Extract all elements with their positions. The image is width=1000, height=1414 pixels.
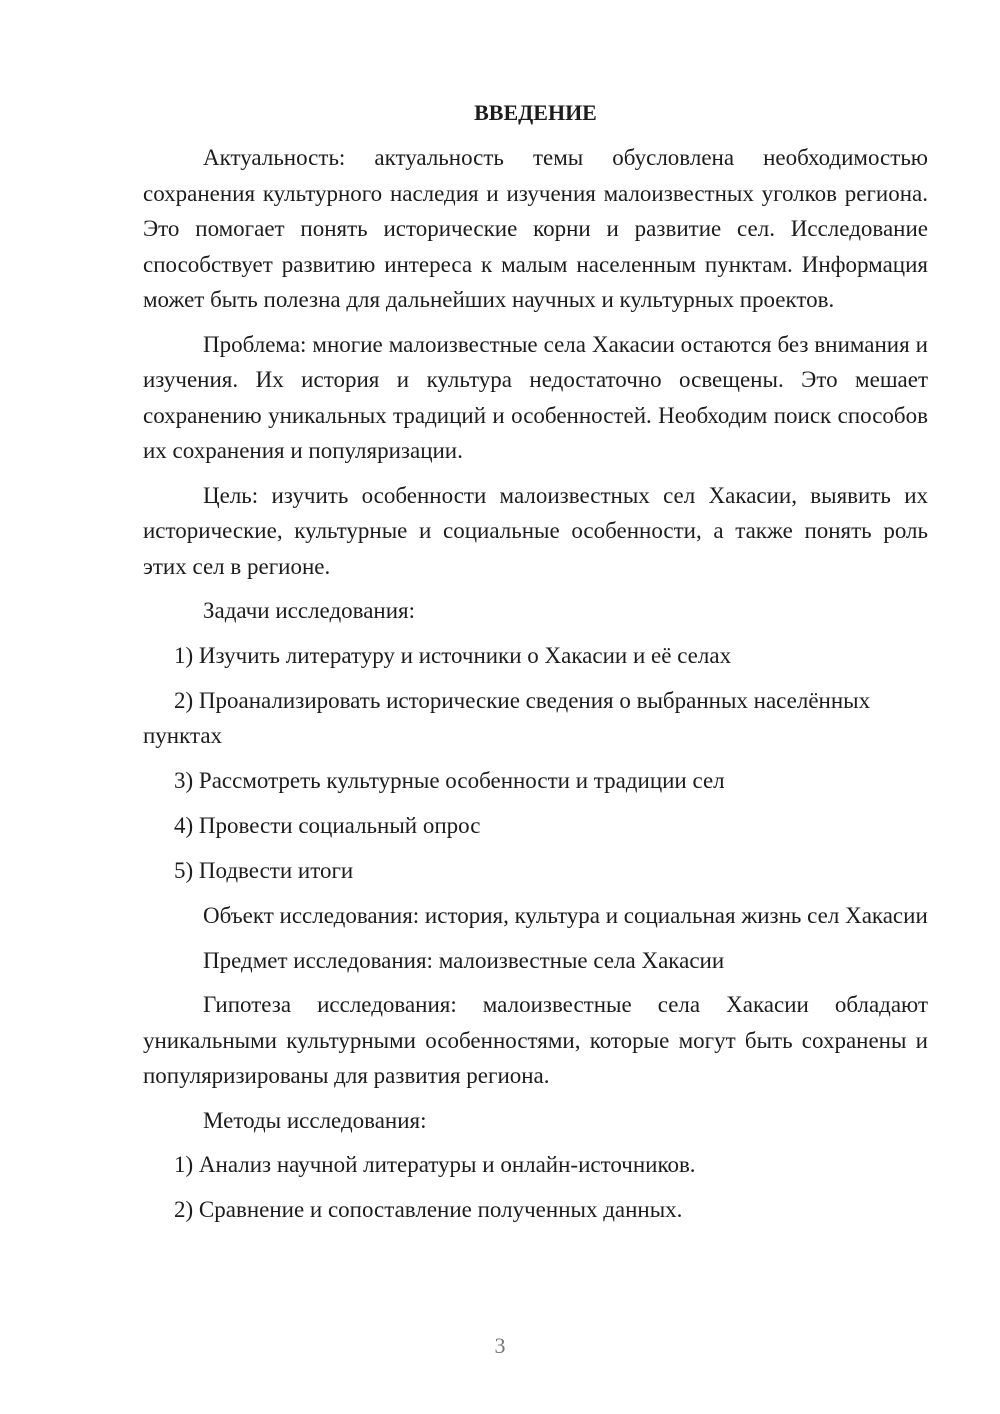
task-item: 3) Рассмотреть культурные особенности и традиции сел — [174, 768, 725, 793]
goal-paragraph: Цель: изучить особенности малоизвестных сел Хакасии, выявить их исторические, культурные и социальные особенности, а также понять роль этих сел в регионе. — [143, 482, 928, 579]
problem-paragraph: Проблема: многие малоизвестные села Хакасии остаются без внимания и изучения. Их история и культура недостаточно освещены. Это мешает сохранению уникальных традиций и особенностей. Необходим поиск способов их сохранения и популяризации. — [143, 331, 928, 463]
object-paragraph: Объект исследования: история, культура и социальная жизнь сел Хакасии — [203, 903, 928, 928]
methods-heading: Методы исследования: — [203, 1107, 427, 1133]
task-item: 4) Провести социальный опрос — [174, 813, 481, 838]
page-number: 3 — [494, 1333, 506, 1358]
actuality-paragraph: Актуальность: актуальность темы обусловлена необходимостью сохранения культурного наследия и изучения малоизвестных уголков региона. Это помогает понять исторические корни и развитие сел. Исследование способствует развитию интереса к малым населенным пунктам. Информация может быть полезна для дальнейших научных и культурных проектов. — [143, 145, 928, 312]
task-item: 5) Подвести итоги — [174, 858, 354, 883]
page-title: ВВЕДЕНИЕ — [474, 100, 597, 125]
subject-paragraph: Предмет исследования: малоизвестные села Хакасии — [203, 947, 725, 973]
hypothesis-paragraph: Гипотеза исследования: малоизвестные села Хакасии обладают уникальными культурными особенностями, которые могут быть сохранены и популяризированы для развития региона. — [143, 992, 928, 1088]
tasks-heading: Задачи исследования: — [203, 598, 416, 623]
task-item: 1) Изучить литературу и источники о Хакасии и её селах — [174, 642, 732, 668]
method-item: 1) Анализ научной литературы и онлайн-источников. — [174, 1152, 696, 1177]
method-item: 2) Сравнение и сопоставление полученных данных. — [174, 1197, 683, 1222]
task-item: 2) Проанализировать исторические сведения о выбранных населённых пунктах — [143, 687, 871, 748]
